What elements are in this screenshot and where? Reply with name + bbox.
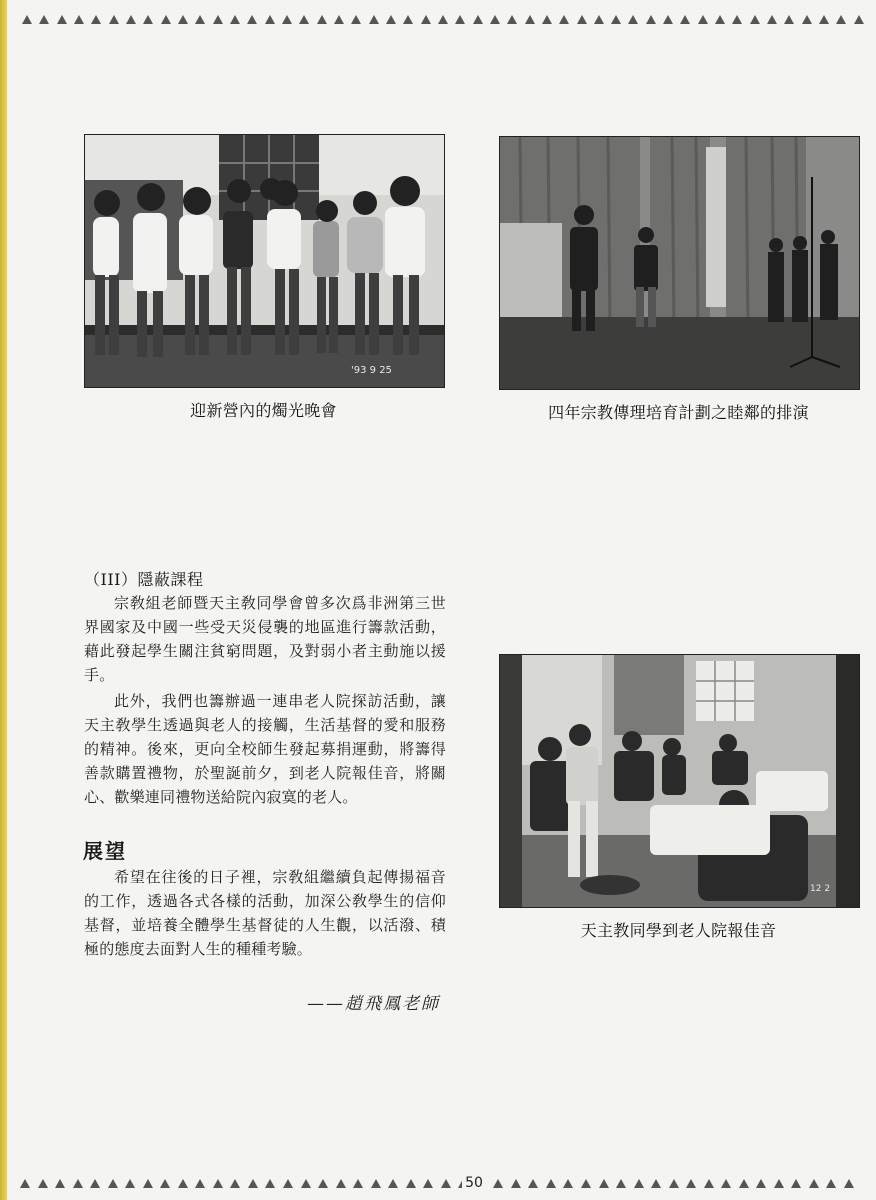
border-triangle [438,15,448,24]
caption-photo-1: 迎新營內的燭光晚會 [190,401,337,420]
photo-date-stamp-3: 12 2 [810,884,831,894]
border-triangle [126,15,136,24]
border-triangle [386,15,396,24]
border-triangle [791,1179,801,1188]
border-triangle [826,1179,836,1188]
border-triangle [369,15,379,24]
border-triangle [403,15,413,24]
outlook-body [84,865,446,961]
border-triangle [301,1179,311,1188]
border-triangle [698,15,708,24]
photo-date-stamp-1: '93 9 25 [351,365,392,376]
border-triangle [371,1179,381,1188]
border-triangle [351,15,361,24]
border-triangle [143,1179,153,1188]
hidden-curriculum-body [84,591,446,809]
border-triangle [353,1179,363,1188]
border-triangle [628,15,638,24]
paragraph: 宗敎組老師暨天主敎同學會曾多次爲非洲第三世界國家及中國一些受天災侵襲的地區進行籌款活動，藉此發起學生關注貧窮問題，及對弱小者主動施以援手。 [84,594,446,684]
border-triangle [525,15,535,24]
border-triangle [686,1179,696,1188]
border-triangle [421,15,431,24]
border-triangle [423,1179,433,1188]
binding-spine [0,0,7,1200]
border-triangle [160,1179,170,1188]
author-signature: ——趙飛鳳老師 [307,994,440,1014]
border-triangle [39,15,49,24]
border-triangle [213,15,223,24]
border-triangle [213,1179,223,1188]
border-triangle [616,1179,626,1188]
border-triangle [265,15,275,24]
border-triangle [178,15,188,24]
photo-candlelight-evening [84,134,445,388]
photo-elderly-home-visit [499,654,860,908]
border-triangle [493,1179,503,1188]
border-triangle [563,1179,573,1188]
border-triangle [73,1179,83,1188]
border-triangle [511,1179,521,1188]
border-triangle [528,1179,538,1188]
border-triangle [195,15,205,24]
photo-stage-rehearsal [499,136,860,390]
border-triangle [680,15,690,24]
border-triangle [634,1179,644,1188]
border-triangle [473,15,483,24]
border-triangle [318,1179,328,1188]
border-triangle [317,15,327,24]
border-triangle [283,1179,293,1188]
caption-photo-2: 四年宗教傳理培育計劃之睦鄰的排演 [548,403,809,422]
border-triangle [756,1179,766,1188]
border-triangle [125,1179,135,1188]
border-triangle [22,15,32,24]
border-triangle [732,15,742,24]
border-triangle [143,15,153,24]
border-triangle [490,15,500,24]
border-triangle [836,15,846,24]
border-triangle [178,1179,188,1188]
border-triangle [715,15,725,24]
border-triangle [854,15,864,24]
border-triangle [109,15,119,24]
border-triangle [507,15,517,24]
border-triangle [774,1179,784,1188]
border-triangle [599,1179,609,1188]
border-triangle [195,1179,205,1188]
border-triangle [230,1179,240,1188]
border-triangle [819,15,829,24]
border-triangle [265,1179,275,1188]
border-triangle [91,15,101,24]
border-triangle [651,1179,661,1188]
paragraph: 此外，我們也籌辦過一連串老人院探訪活動，讓天主敎學生透過與老人的接觸，生活基督的愛和服務的精神。後來，更向全校師生發起募捐運動，將籌得善款購置禮物，於聖誕前夕，到老人院報佳音，將關心、歡樂連同禮物送給院內寂寞的老人。 [84,692,446,806]
border-triangle [577,15,587,24]
border-triangle [611,15,621,24]
subsection-heading-hidden-curriculum: （III）隱蔽課程 [84,570,204,589]
border-triangle [388,1179,398,1188]
border-triangle [336,1179,346,1188]
border-triangle [282,15,292,24]
border-triangle [767,15,777,24]
border-triangle [299,15,309,24]
border-triangle [546,1179,556,1188]
border-triangle [38,1179,48,1188]
border-triangle [90,1179,100,1188]
border-triangle [581,1179,591,1188]
border-triangle [669,1179,679,1188]
border-triangle [844,1179,854,1188]
border-triangle [704,1179,714,1188]
border-triangle [248,1179,258,1188]
border-triangle [802,15,812,24]
border-triangle [161,15,171,24]
border-triangle [559,15,569,24]
border-triangle [784,15,794,24]
border-triangle [542,15,552,24]
border-triangle [663,15,673,24]
caption-photo-3: 天主教同學到老人院報佳音 [580,921,777,940]
border-triangle [739,1179,749,1188]
border-triangle [108,1179,118,1188]
border-triangle [20,1179,30,1188]
border-triangle [247,15,257,24]
section-heading-outlook: 展望 [83,839,127,863]
paragraph: 希望在往後的日子裡，宗敎組繼續負起傳揚福音的工作，透過各式各樣的活動，加深公敎學生的信仰基督，並培養全體學生基督徒的人生觀，以活潑、積極的態度去面對人生的種種考驗。 [84,868,446,958]
border-triangle [646,15,656,24]
border-triangle [750,15,760,24]
border-triangle [594,15,604,24]
page-number: 50 [462,1174,486,1192]
bottom-triangle-border [20,1176,854,1190]
border-triangle [57,15,67,24]
border-triangle [334,15,344,24]
top-triangle-border [22,12,864,26]
border-triangle [55,1179,65,1188]
border-triangle [441,1179,451,1188]
border-triangle [721,1179,731,1188]
border-triangle [809,1179,819,1188]
border-triangle [230,15,240,24]
border-triangle [455,15,465,24]
border-triangle [74,15,84,24]
border-triangle [406,1179,416,1188]
